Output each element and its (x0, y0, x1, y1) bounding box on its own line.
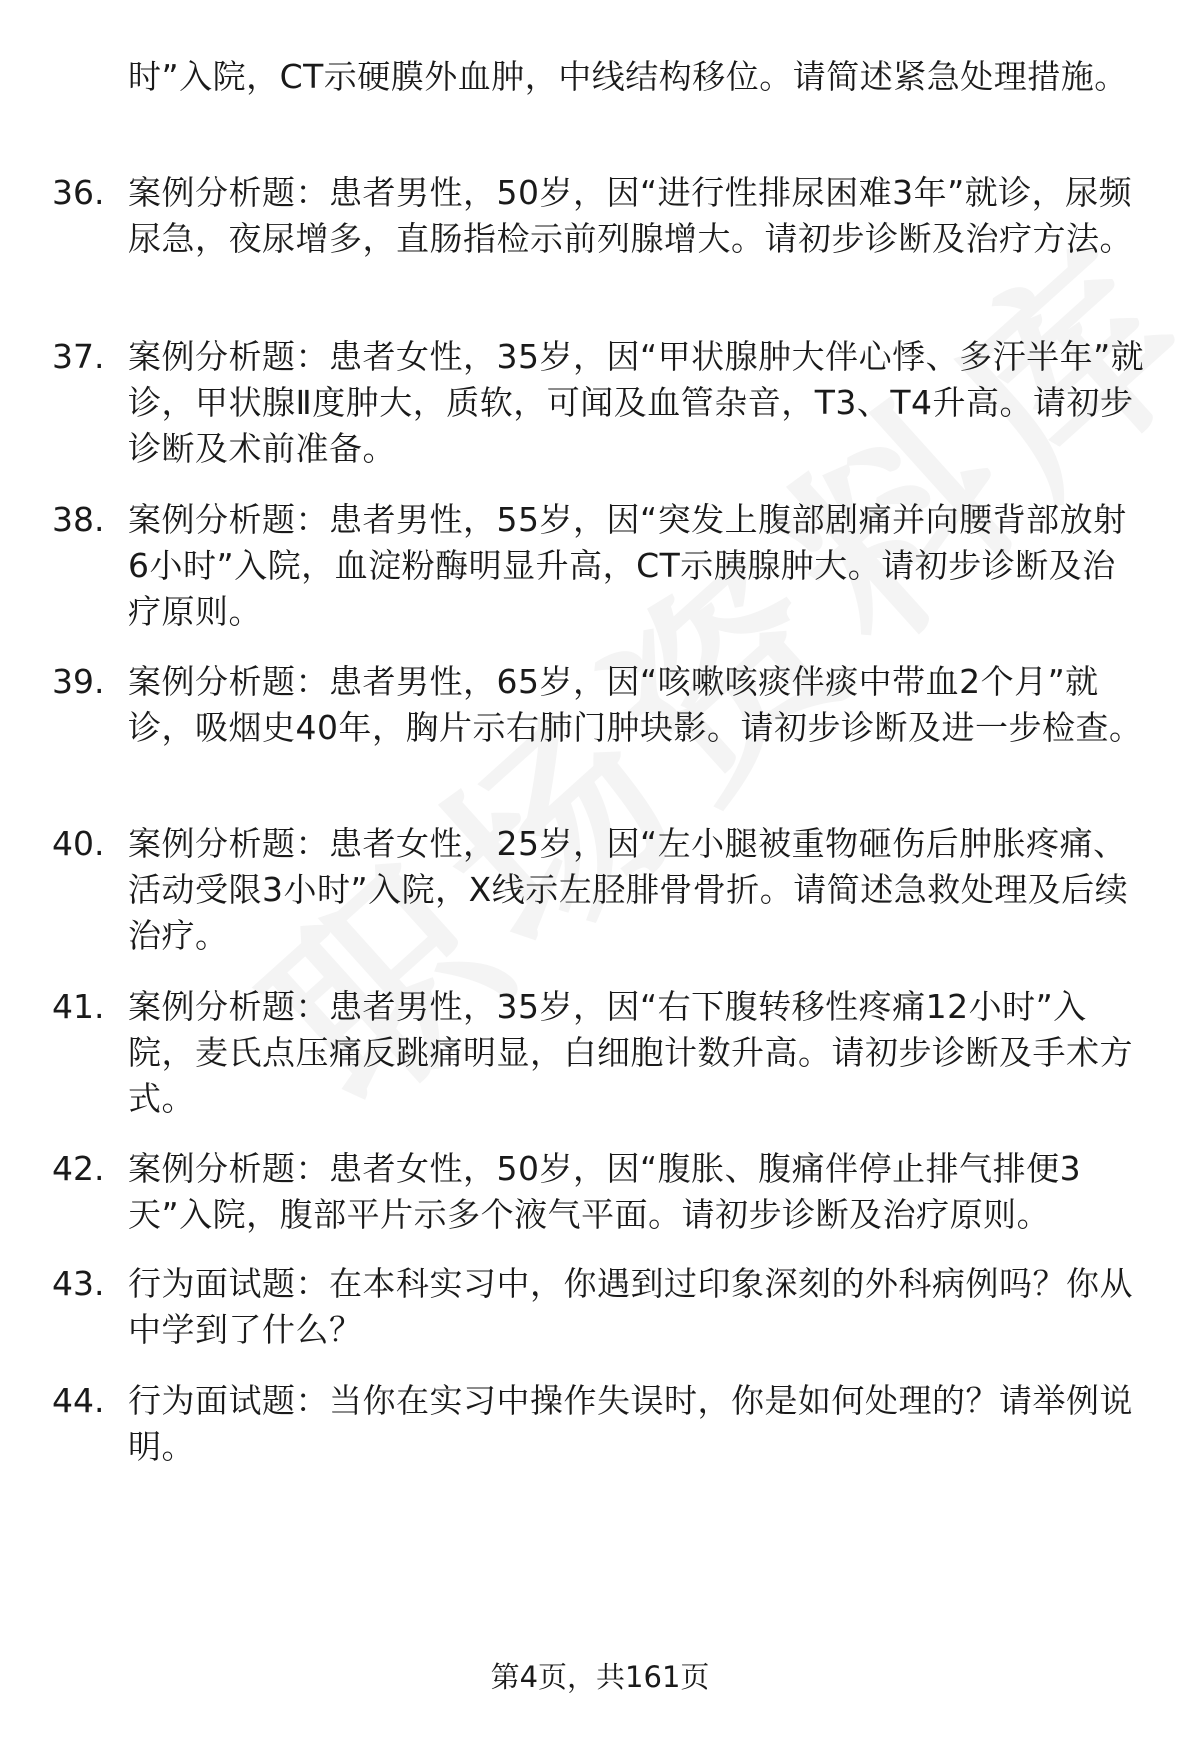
page-footer: 第4页，共161页 (490, 1660, 710, 1694)
question-text: 案例分析题：患者男性，50岁，因“进行性排尿困难3年”就诊，尿频尿急，夜尿增多，直肠指检示前列腺增大。请初步诊断及治疗方法。 (128, 173, 1133, 258)
question-number: 37. (52, 337, 105, 376)
question-text: 案例分析题：患者女性，35岁，因“甲状腺肿大伴心悸、多汗半年”就诊，甲状腺Ⅱ度肿大，质软，可闻及血管杂音，T3、T4升高。请初步诊断及术前准备。 (128, 337, 1145, 468)
question-text: 行为面试题：当你在实习中操作失误时，你是如何处理的？请举例说明。 (128, 1381, 1133, 1466)
question-number: 44. (52, 1381, 105, 1420)
question-text: 案例分析题：患者女性，25岁，因“左小腿被重物砸伤后肿胀疼痛、活动受限3小时”入院，X线示左胫腓骨骨折。请简述急救处理及后续治疗。 (128, 824, 1129, 955)
question-text: 行为面试题：在本科实习中，你遇到过印象深刻的外科病例吗？你从中学到了什么？ (128, 1264, 1133, 1349)
question-number: 38. (52, 500, 105, 539)
question-text: 案例分析题：患者男性，35岁，因“右下腹转移性疼痛12小时”入院，麦氏点压痛反跳痛明显，白细胞计数升高。请初步诊断及手术方式。 (128, 987, 1133, 1118)
question-number: 42. (52, 1149, 105, 1188)
question-text: 案例分析题：患者男性，55岁，因“突发上腹部剧痛并向腰背部放射6小时”入院，血淀粉酶明显升高，CT示胰腺肿大。请初步诊断及治疗原则。 (128, 500, 1127, 631)
question-text: 案例分析题：患者男性，65岁，因“咳嗽咳痰伴痰中带血2个月”就诊，吸烟史40年，胸片示右肺门肿块影。请初步诊断及进一步检查。 (128, 662, 1143, 747)
question-number: 43. (52, 1264, 105, 1303)
question-number: 40. (52, 824, 105, 863)
question-number: 39. (52, 662, 105, 701)
question-number: 36. (52, 173, 105, 212)
question-text: 案例分析题：患者女性，50岁，因“腹胀、腹痛伴停止排气排便3天”入院，腹部平片示多个液气平面。请初步诊断及治疗原则。 (128, 1149, 1082, 1234)
question-number: 41. (52, 987, 105, 1026)
question-text: 时”入院，CT示硬膜外血肿，中线结构移位。请简述紧急处理措施。 (128, 57, 1128, 96)
